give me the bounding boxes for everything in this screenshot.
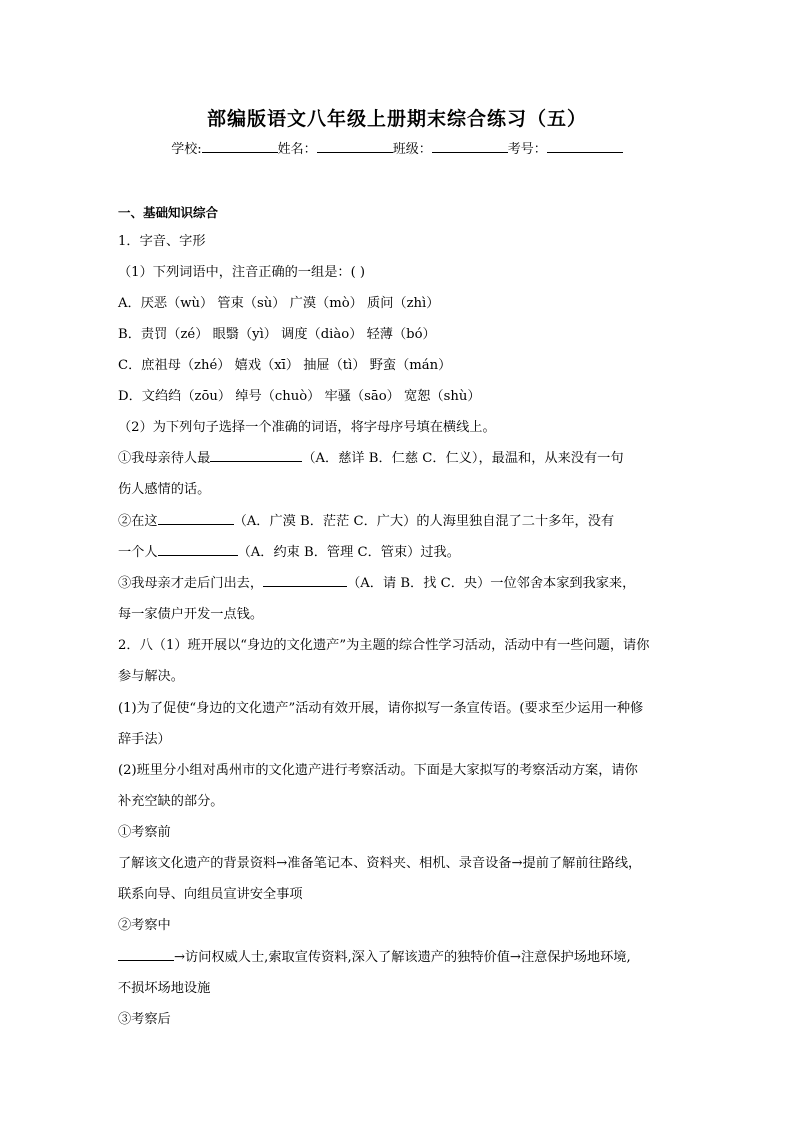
step-during-text-cont: 不损坏场地设施: [118, 981, 211, 996]
question-1-2-stem: （2）为下列句子选择一个准确的词语，将字母序号填在横线上。: [118, 420, 496, 435]
number-blank[interactable]: [547, 140, 623, 153]
fill-blank-4[interactable]: [263, 574, 347, 587]
fill-item-3-text-b: （A．请 B．找 C．央）一位邻舍本家到我家来，: [347, 576, 636, 591]
question-2-1: (1)为了促使“身边的文化遗产”活动有效开展，请你拟写一条宣传语。(要求至少运用一种修: [118, 701, 644, 716]
name-label: 姓名：: [277, 142, 317, 157]
fill-item-1: [118, 447, 624, 466]
student-info-line: [0, 138, 794, 157]
fill-blank-5[interactable]: [118, 948, 174, 961]
step-before-text: 了解该文化遗产的背景资料→准备笔记本、资料夹、相机、录音设备→提前了解前往路线，: [118, 856, 642, 871]
fill-item-2-text-a: ②在这: [118, 514, 158, 529]
fill-item-3-text-a: ③我母亲才走后门出去，: [118, 576, 264, 591]
fill-item-3: [118, 572, 635, 591]
question-1-1-stem: （1）下列词语中，注音正确的一组是：( ): [118, 265, 366, 280]
fill-item-2-cont-a: 一个人: [118, 545, 158, 560]
question-2-2: (2)班里分小组对禹州市的文化遗产进行考察活动。下面是大家拟写的考察活动方案，请你: [118, 763, 638, 778]
option-c: C．庶祖母（zhé） 嬉戏（xī） 抽屉（tì） 野蛮（mán）: [118, 358, 452, 373]
fill-item-1-cont: 伤人感情的话。: [118, 482, 211, 497]
fill-blank-3[interactable]: [158, 543, 238, 556]
question-2-stem-cont: 参与解决。: [118, 669, 184, 684]
option-d: D．文绉绉（zōu） 绰号（chuò） 牢骚（sāo） 宽恕（shù）: [118, 389, 481, 404]
number-label: 考号：: [507, 142, 547, 157]
page-title: 部编版语文八年级上册期末综合练习（五）: [206, 108, 587, 130]
section-heading: 一、基础知识综合: [118, 205, 219, 220]
school-label: 学校:: [171, 142, 202, 157]
fill-item-1-text-a: ①我母亲待人最: [118, 451, 211, 466]
step-during-text-a: →访问权威人士,索取宣传资料,深入了解该遗产的独特价值→注意保护场地环境,: [174, 950, 631, 965]
fill-item-2-cont: [118, 541, 460, 560]
step-before-heading: ①考察前: [118, 825, 171, 840]
question-2-2-cont: 补充空缺的部分。: [118, 794, 224, 809]
step-before-text-cont: 联系向导、向组员宣讲安全事项: [118, 887, 303, 902]
fill-item-1-text-b: （A．慈详 B．仁慈 C．仁义），最温和，从来没有一句: [302, 451, 624, 466]
class-blank[interactable]: [432, 140, 508, 153]
step-after-heading: ③考察后: [118, 1012, 171, 1027]
option-a: A．厌恶（wù） 管束（sù） 广漠（mò） 质问（zhì）: [118, 296, 440, 311]
name-blank[interactable]: [317, 140, 393, 153]
school-blank[interactable]: [202, 140, 278, 153]
step-during-heading: ②考察中: [118, 918, 171, 933]
fill-blank-1[interactable]: [210, 449, 302, 462]
fill-item-2-cont-b: （A．约束 B．管理 C．管束）过我。: [237, 545, 460, 560]
fill-item-2-text-b: （A．广漠 B．茫茫 C．广大）的人海里独自混了二十多年，没有: [233, 514, 615, 529]
fill-item-3-cont: 每一家债户开发一点钱。: [118, 607, 264, 622]
step-during-text: [118, 946, 631, 965]
question-2-stem: 2．八（1）班开展以“身边的文化遗产”为主题的综合性学习活动，活动中有一些问题，请你: [118, 638, 650, 653]
question-1-heading: 1．字音、字形: [118, 234, 206, 249]
option-b: B．责罚（zé） 眼翳（yì） 调度（diào） 轻薄（bó）: [118, 327, 436, 342]
fill-blank-2[interactable]: [158, 512, 234, 525]
fill-item-2: [118, 510, 614, 529]
class-label: 班级：: [392, 142, 432, 157]
question-2-1-cont: 辞手法）: [118, 732, 171, 747]
